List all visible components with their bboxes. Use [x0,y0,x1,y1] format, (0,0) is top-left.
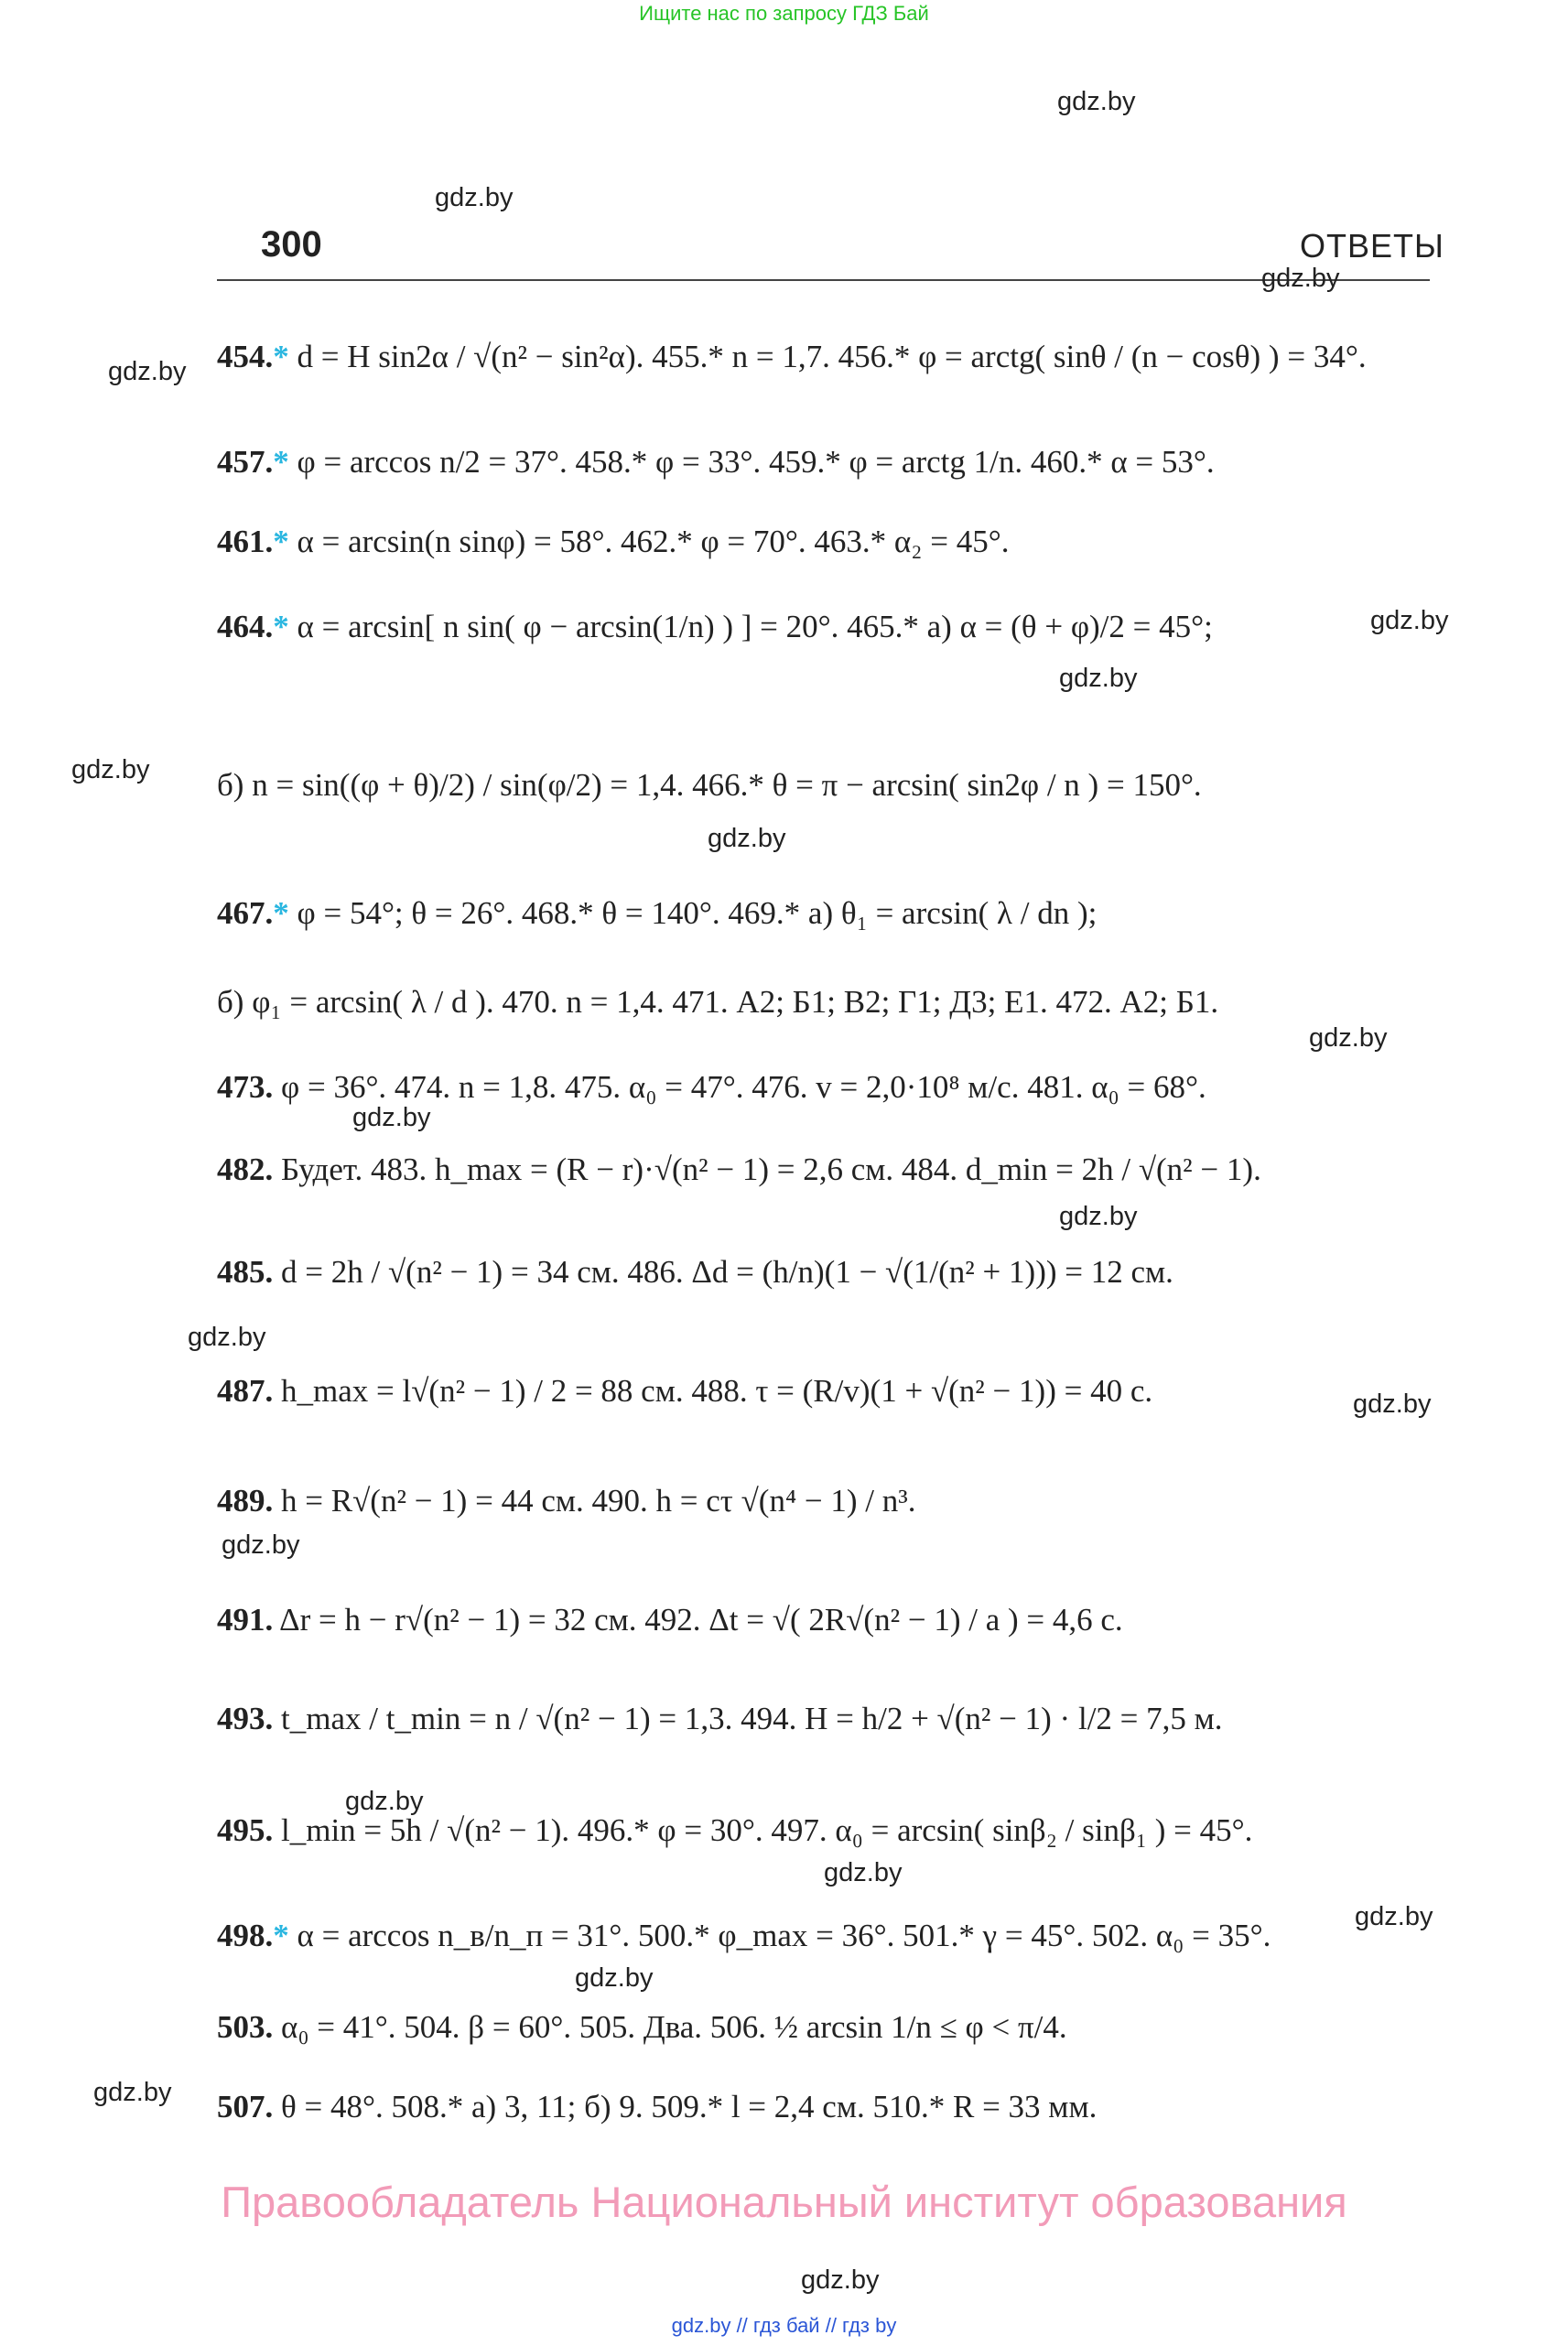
watermark: gdz.by [575,1963,654,1993]
watermark: gdz.by [1261,264,1340,293]
answer-line: 503. α₀ = 41°. 504. β = 60°. 505. Два. 506. ½ arcsin 1/n ≤ φ < π/4. [217,2009,1067,2045]
watermark: gdz.by [435,183,514,212]
watermark: gdz.by [1355,1902,1433,1931]
watermark: gdz.by [1370,606,1449,635]
answer-line: 485. d = 2h / √(n² − 1) = 34 см. 486. Δd = (h/n)(1 − √(1/(n² + 1))) = 12 см. [217,1254,1173,1290]
watermark: gdz.by [1353,1389,1432,1419]
header-rule [217,279,1430,281]
answer-line: 498.* α = arccos n_в/n_п = 31°. 500.* φ_max = 36°. 501.* γ = 45°. 502. α₀ = 35°. [217,1918,1271,1953]
watermark: gdz.by [93,2078,172,2107]
answer-line: 489. h = R√(n² − 1) = 44 см. 490. h = cτ √(n⁴ − 1) / n³. [217,1483,916,1519]
watermark: gdz.by [188,1323,266,1352]
answer-line: 454.* d = H sin2α / √(n² − sin²α). 455.* n = 1,7. 456.* φ = arctg( sinθ / (n − cosθ) ) = 34°. [217,339,1367,374]
watermark: gdz.by [1059,664,1138,693]
watermark: gdz.by [1057,87,1136,116]
answer-line: 487. h_max = l√(n² − 1) / 2 = 88 см. 488. τ = (R/v)(1 + √(n² − 1)) = 40 с. [217,1373,1153,1409]
copyright-notice: Правообладатель Национальный институт образования [221,2178,1347,2226]
top-search-note: Ищите нас по запросу ГДЗ Бай [639,2,929,25]
watermark: gdz.by [1059,1202,1138,1231]
footer-links[interactable]: gdz.by // гдз бай // гдз by [671,2314,897,2337]
answer-line: 482. Будет. 483. h_max = (R − r)·√(n² − 1) = 2,6 см. 484. d_min = 2h / √(n² − 1). [217,1151,1261,1187]
watermark: gdz.by [824,1858,903,1887]
watermark: gdz.by [1309,1023,1388,1053]
answer-line: 467.* φ = 54°; θ = 26°. 468.* θ = 140°. 469.* а) θ₁ = arcsin( λ / dn ); [217,895,1098,931]
answer-line: 461.* α = arcsin(n sinφ) = 58°. 462.* φ = 70°. 463.* α₂ = 45°. [217,524,1010,559]
watermark: gdz.by [801,2265,880,2295]
answer-line: 473. φ = 36°. 474. n = 1,8. 475. α₀ = 47°. 476. v = 2,0·10⁸ м/с. 481. α₀ = 68°. [217,1069,1206,1105]
answer-line: 491. Δr = h − r√(n² − 1) = 32 см. 492. Δt = √( 2R√(n² − 1) / a ) = 4,6 с. [217,1602,1123,1638]
answer-line: 493. t_max / t_min = n / √(n² − 1) = 1,3. 494. H = h/2 + √(n² − 1) · l/2 = 7,5 м. [217,1701,1223,1736]
page-number: 300 [261,224,322,265]
answer-line: 457.* φ = arccos n/2 = 37°. 458.* φ = 33°. 459.* φ = arctg 1/n. 460.* α = 53°. [217,444,1215,480]
answer-line: б) n = sin((φ + θ)/2) / sin(φ/2) = 1,4. 466.* θ = π − arcsin( sin2φ / n ) = 150°. [217,767,1202,803]
watermark: gdz.by [352,1103,431,1132]
watermark: gdz.by [345,1787,424,1816]
watermark: gdz.by [71,755,150,784]
section-title: ОТВЕТЫ [1300,227,1444,265]
watermark: gdz.by [222,1530,300,1560]
watermark: gdz.by [108,357,187,386]
answer-line: 507. θ = 48°. 508.* а) 3, 11; б) 9. 509.* l = 2,4 см. 510.* R = 33 мм. [217,2089,1098,2124]
answer-line: 464.* α = arcsin[ n sin( φ − arcsin(1/n) ) ] = 20°. 465.* а) α = (θ + φ)/2 = 45°; [217,609,1213,644]
watermark: gdz.by [708,824,786,853]
answer-line: б) φ₁ = arcsin( λ / d ). 470. n = 1,4. 471. А2; Б1; В2; Г1; Д3; Е1. 472. А2; Б1. [217,984,1219,1020]
answer-line: 495. l_min = 5h / √(n² − 1). 496.* φ = 30°. 497. α₀ = arcsin( sinβ₂ / sinβ₁ ) = 45°. [217,1812,1253,1848]
